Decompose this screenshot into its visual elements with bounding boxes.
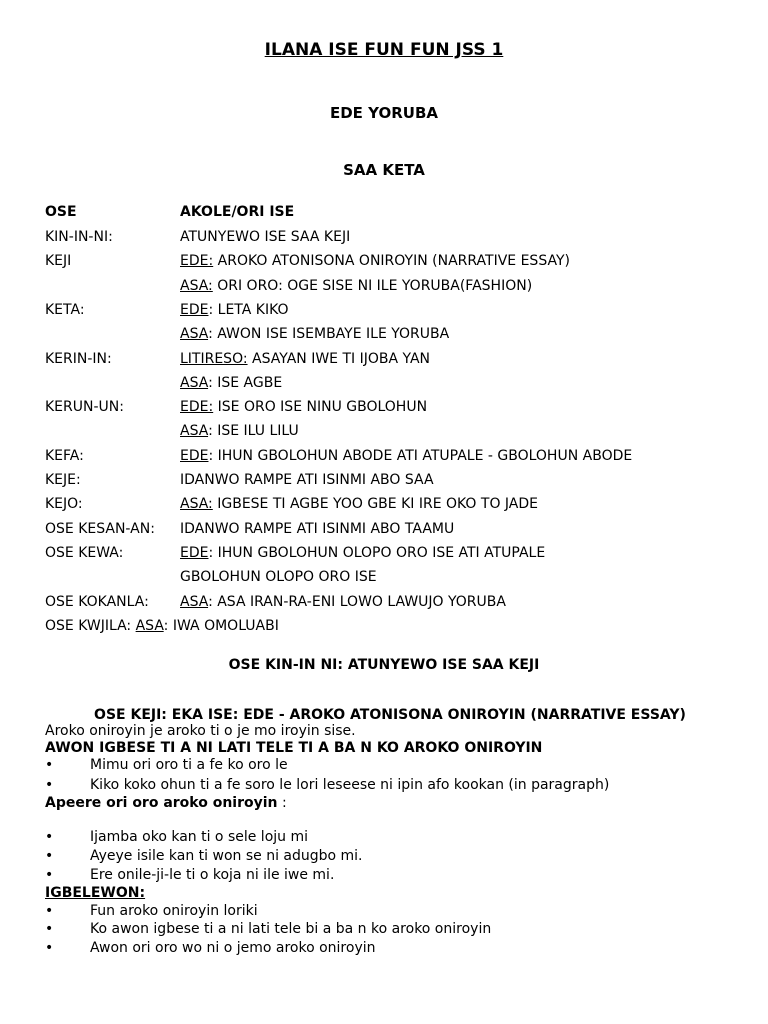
bullet-icon: •	[45, 903, 54, 919]
topic-prefix: EDE:	[180, 399, 214, 415]
week-label: KERUN-UN:	[45, 399, 124, 415]
examples-heading: Apeere ori oro aroko oniroyin	[45, 795, 278, 811]
topic-cell	[180, 397, 427, 417]
example-item	[45, 827, 745, 847]
bullet-icon: •	[45, 757, 54, 773]
examples-colon: :	[277, 795, 287, 811]
bullet-icon: •	[45, 921, 54, 937]
topic-text: : ASA IRAN-RA-ENI LOWO LAWUJO YORUBA	[208, 594, 506, 610]
page-title: ILANA ISE FUN FUN JSS 1	[264, 40, 504, 60]
topic-text: ATUNYEWO ISE SAA KEJI	[180, 229, 351, 245]
week-label: KEJE:	[45, 472, 81, 488]
table-row	[45, 349, 745, 369]
example-item	[45, 865, 745, 885]
steps-heading: AWON IGBESE TI A NI LATI TELE TI A BA N KO AROKO ONIROYIN	[45, 740, 543, 756]
topic-cell	[180, 519, 454, 539]
topic-prefix: ASA	[180, 423, 209, 439]
topic-text: : IHUN GBOLOHUN ABODE ATI ATUPALE - GBOLOHUN ABODE	[208, 448, 633, 464]
table-row	[45, 324, 745, 344]
topic-cell	[180, 592, 506, 612]
step-item	[45, 755, 745, 775]
table-header	[45, 202, 745, 222]
week-label: KETA:	[45, 302, 85, 318]
term-heading: SAA KETA	[343, 161, 425, 179]
topic-prefix: EDE	[180, 545, 209, 561]
week-label: OSE KWJILA:	[45, 618, 136, 634]
topic-text: : ISE AGBE	[208, 375, 283, 391]
week-label: OSE KEWA:	[45, 545, 124, 561]
topic-cell	[180, 227, 350, 247]
week-label: KEJO:	[45, 496, 83, 512]
table-row	[45, 373, 745, 393]
evaluation-item-text: Awon ori oro wo ni o jemo aroko oniroyin	[90, 940, 376, 956]
topic-prefix: EDE:	[180, 253, 214, 269]
topic-prefix: LITIRESO:	[180, 351, 248, 367]
week-label: OSE KOKANLA:	[45, 594, 149, 610]
example-item	[45, 846, 745, 866]
topic-cell	[180, 421, 299, 441]
topic-text: : ISE ILU LILU	[208, 423, 299, 439]
topic-prefix: ASA	[180, 375, 209, 391]
table-row	[45, 446, 745, 466]
table-row	[45, 421, 745, 441]
topic-cell	[180, 349, 430, 369]
example-item-text: Ijamba oko kan ti o sele loju mi	[90, 829, 309, 845]
topic-text: : AWON ISE ISEMBAYE ILE YORUBA	[208, 326, 450, 342]
topic-prefix: ASA	[135, 618, 164, 634]
bullet-icon: •	[45, 848, 54, 864]
topic-cell	[180, 543, 545, 563]
topic-text: ISE ORO ISE NINU GBOLOHUN	[213, 399, 428, 415]
table-row	[45, 494, 745, 514]
topic-cell	[180, 324, 449, 344]
topic-text: ORI ORO: OGE SISE NI ILE YORUBA(FASHION)	[212, 278, 533, 294]
step-item	[45, 775, 745, 795]
topic-prefix: EDE	[180, 448, 209, 464]
week-label: KIN-IN-NI:	[45, 229, 113, 245]
table-row	[45, 227, 745, 247]
topic-prefix: ASA:	[180, 496, 213, 512]
table-row	[45, 470, 745, 490]
week1-heading: OSE KIN-IN NI: ATUNYEWO ISE SAA KEJI	[228, 657, 540, 673]
topic-text: ASAYAN IWE TI IJOBA YAN	[247, 351, 431, 367]
bullet-icon: •	[45, 777, 54, 793]
topic-cell	[180, 373, 282, 393]
topic-text: IDANWO RAMPE ATI ISINMI ABO TAAMU	[180, 521, 455, 537]
week2-heading: OSE KEJI: EKA ISE: EDE - AROKO ATONISONA ONIROYIN (NARRATIVE ESSAY)	[94, 707, 686, 723]
week-label: OSE KESAN-AN:	[45, 521, 155, 537]
table-row	[45, 300, 745, 320]
topic-text: : IHUN GBOLOHUN OLOPO ORO ISE ATI ATUPALE	[208, 545, 546, 561]
bullet-icon: •	[45, 940, 54, 956]
bullet-icon: •	[45, 867, 54, 883]
topic-cell	[180, 300, 289, 320]
topic-cell	[180, 446, 632, 466]
evaluation-item-text: Ko awon igbese ti a ni lati tele bi a ba n ko aroko oniroyin	[90, 921, 492, 937]
evaluation-item	[45, 901, 745, 921]
evaluation-heading: IGBELEWON:	[45, 885, 146, 901]
topic-prefix: ASA	[180, 326, 209, 342]
evaluation-item	[45, 938, 745, 958]
evaluation-item-text: Fun aroko oniroyin loriki	[90, 903, 258, 919]
topic-cell	[180, 494, 538, 514]
table-row	[45, 592, 745, 612]
topic-cell	[180, 276, 532, 296]
topic-text: IDANWO RAMPE ATI ISINMI ABO SAA	[180, 472, 434, 488]
topic-text: IGBESE TI AGBE YOO GBE KI IRE OKO TO JADE	[212, 496, 539, 512]
topic-text: : LETA KIKO	[208, 302, 289, 318]
table-row	[45, 251, 745, 271]
topic-column-header: AKOLE/ORI ISE	[180, 204, 295, 220]
example-item-text: Ayeye isile kan ti won se ni adugbo mi.	[90, 848, 363, 864]
topic-prefix: ASA	[180, 594, 209, 610]
table-row	[45, 519, 745, 539]
week-label: KEJI	[45, 253, 72, 269]
table-row-last-text	[45, 616, 279, 636]
week-column-header: OSE	[45, 204, 77, 220]
topic-text: GBOLOHUN OLOPO ORO ISE	[180, 569, 377, 585]
table-row	[45, 276, 745, 296]
evaluation-item	[45, 919, 745, 939]
topic-cell	[180, 251, 570, 271]
table-row-last	[45, 616, 745, 636]
step-item-text: Kiko koko ohun ti a fe soro le lori leseese ni ipin afo kookan (in paragraph)	[90, 777, 610, 793]
topic-cell	[180, 470, 434, 490]
table-row	[45, 567, 745, 587]
topic-prefix: EDE	[180, 302, 209, 318]
week-label: KEFA:	[45, 448, 84, 464]
topic-cell	[180, 567, 377, 587]
topic-prefix: ASA:	[180, 278, 213, 294]
topic-text: AROKO ATONISONA ONIROYIN (NARRATIVE ESSAY)	[213, 253, 570, 269]
subject-heading: EDE YORUBA	[329, 104, 439, 122]
table-row	[45, 543, 745, 563]
week-label: KERIN-IN:	[45, 351, 112, 367]
intro-text: Aroko oniroyin je aroko ti o je mo iroyin sise.	[45, 723, 356, 739]
example-item-text: Ere onile-ji-le ti o koja ni ile iwe mi.	[90, 867, 335, 883]
table-row	[45, 397, 745, 417]
topic-text: : IWA OMOLUABI	[163, 618, 279, 634]
examples-heading-line	[45, 795, 287, 811]
step-item-text: Mimu ori oro ti a fe ko oro le	[90, 757, 288, 773]
bullet-icon: •	[45, 829, 54, 845]
